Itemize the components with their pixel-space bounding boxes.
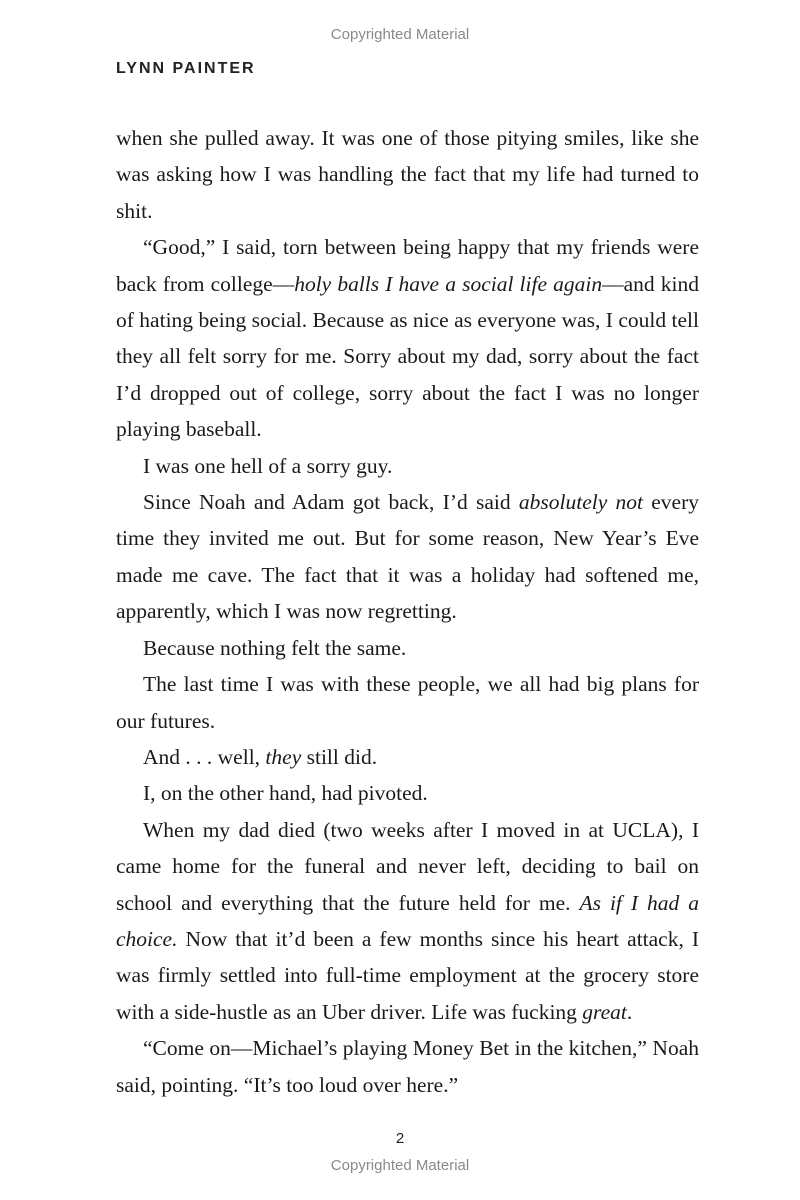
text-run: When my dad died (two weeks after I moved in at UCLA), I came home for the funeral and never left, deciding to bail on school and everything that the future held for me. xyxy=(116,817,699,915)
italic-run: holy balls I have a social life again xyxy=(294,271,603,296)
paragraph xyxy=(116,739,699,775)
italic-run: As if I had a choice. xyxy=(116,890,699,951)
copyright-watermark-top: Copyrighted Material xyxy=(330,26,470,43)
italic-run: they xyxy=(265,744,302,769)
paragraph xyxy=(116,229,699,447)
paragraph: I was one hell of a sorry guy. xyxy=(143,453,393,478)
text-run: And . . . well, xyxy=(143,744,266,769)
text-run: Now that it’d been a few months since his heart attack, I was firmly settled into full-time employment at the grocery store with a side-hustle as an Uber driver. Life was fucking xyxy=(116,926,699,1024)
text-run: “Good,” I said, torn between being happy that my friends were back from college— xyxy=(116,235,699,296)
paragraph xyxy=(116,812,699,1030)
paragraph: when she pulled away. It was one of those pitying smiles, like she was asking how I was handling the fact that my life had turned to shit. xyxy=(116,126,699,223)
text-run: —and kind of hating being social. Because as nice as everyone was, I could tell they all felt sorry for me. Sorry about my dad, sorry about the fact I’d dropped out of college, sorry about the fact I was no longer playing baseball. xyxy=(116,271,699,442)
paragraph: I, on the other hand, had pivoted. xyxy=(143,781,428,806)
paragraph: “Come on—Michael’s playing Money Bet in the kitchen,” Noah said, pointing. “It’s too loud over here.” xyxy=(116,1036,699,1097)
paragraph xyxy=(116,484,699,630)
text-run: . xyxy=(626,999,633,1024)
page-number: 2 xyxy=(395,1130,405,1147)
paragraph: The last time I was with these people, we all had big plans for our futures. xyxy=(116,672,699,733)
text-run: every time they invited me out. But for some reason, New Year’s Eve made me cave. The fact that it was a holiday had softened me, apparently, which I was now regretting. xyxy=(116,490,699,624)
text-run: still did. xyxy=(301,744,378,769)
body-text xyxy=(116,120,699,1103)
paragraph: Because nothing felt the same. xyxy=(143,635,407,660)
running-head-author: LYNN PAINTER xyxy=(116,60,256,77)
text-run: Since Noah and Adam got back, I’d said xyxy=(143,490,519,515)
italic-run: great xyxy=(582,999,627,1024)
copyright-watermark-bottom: Copyrighted Material xyxy=(330,1157,470,1174)
italic-run: absolutely not xyxy=(518,490,643,515)
